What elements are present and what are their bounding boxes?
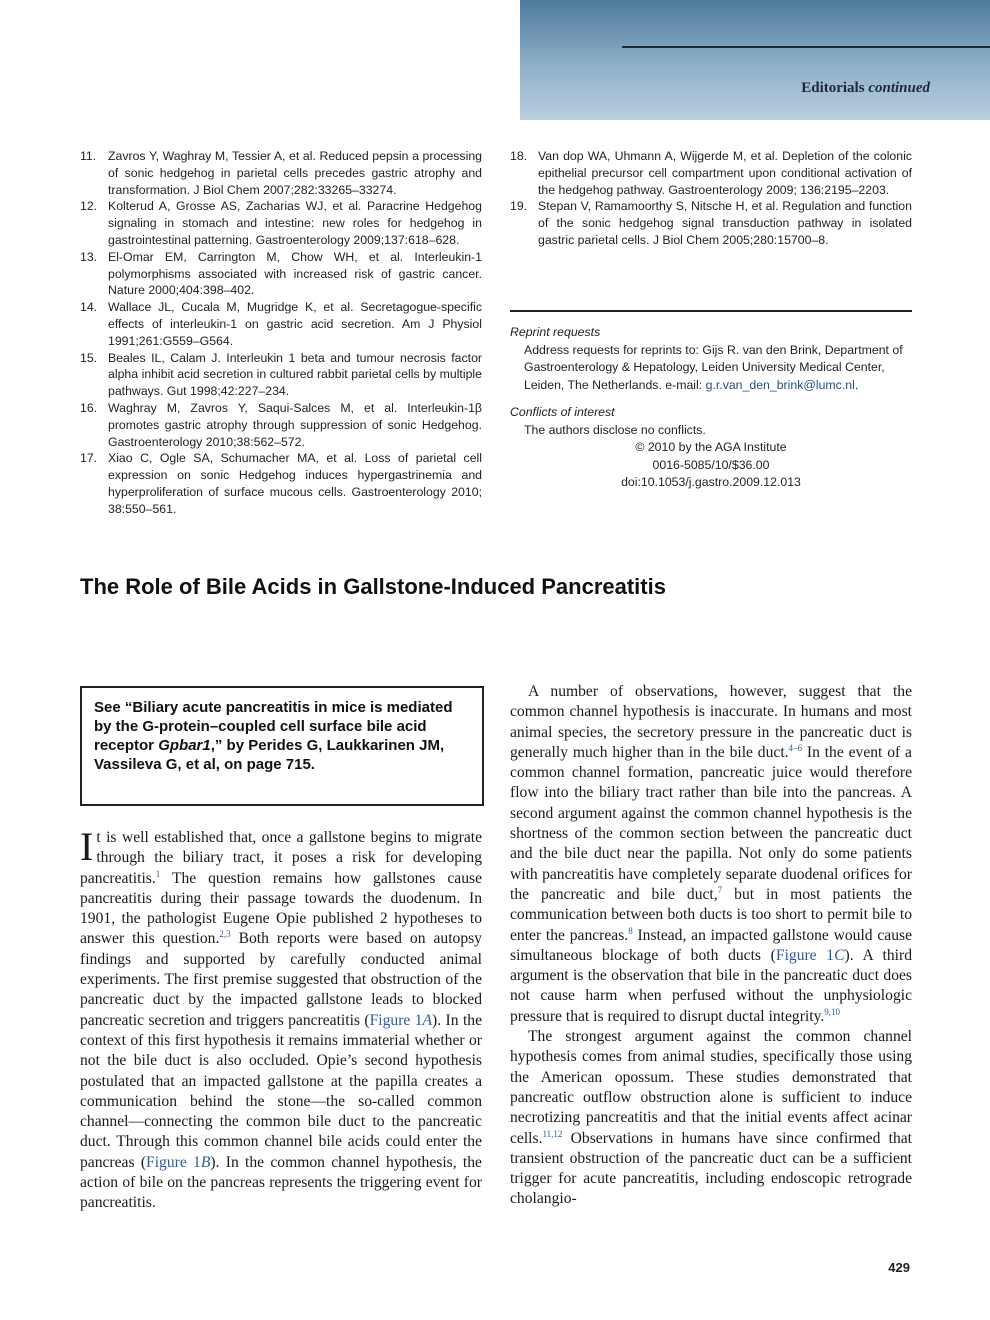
section-divider [510,310,912,312]
citation[interactable]: 8 [628,925,633,936]
citation[interactable]: 7 [717,884,723,895]
reprint-info [510,324,912,492]
citation[interactable]: 1 [155,868,161,879]
reference-item: 14. Wallace JL, Cucala M, Mugridge K, et al. Secretagogue-specific effects of interleukin-1 on gastric acid secretion. Am J Physiol 1991;261:G559–G564. [80,300,482,348]
email-link[interactable]: g.r.van_den_brink@lumc.nl [705,377,855,392]
reprint-body: Address requests for reprints to: Gijs R. van den Brink, Department of Gastroenterology & Hepatology, Leiden University Medical Center, Leiden, The Netherlands. e-mail: g.r.van_den_brink@lumc.nl. [524,342,903,392]
figure-link[interactable]: Figure 1B [146,1153,211,1171]
citation[interactable]: 2,3 [219,929,231,940]
reference-item: 18. Van dop WA, Uhmann A, Wijgerde M, et al. Depletion of the colonic epithelial precursor cell compartment upon conditional activation of the hedgehog pathway. Gastroenterology 2009; 136:2195–2203. [510,149,912,197]
references-right [510,148,912,249]
figure-link[interactable]: Figure 1A [369,1011,433,1029]
references-left [80,148,482,518]
paragraph: A number of observations, however, suggest that the common channel hypothesis is inaccurate. In humans and most animal species, the secretory pressure in the pancreatic duct is generally much higher than in the bile duct.$^{4-6}$ In the event of a common channel formation, pancreatic juice would therefore flow into the biliary tract rather than bile into the pancreas. A second argument against the common channel hypothesis is the shortness of the common section between the pancreatic duct and the bile duct near the papilla. Not only do some patients with pancreatitis have completely separate duodenal orifices for the pancreatic and bile duct,$^7$ but in most patients the communication between both ducts is too short to permit bile to enter the pancreas.$^8$ Instead, an impacted gallstone would cause simultaneous blockage of both ducts (Figure 1C). A third argument is the observation that bile in the pancreatic duct does not cause harm when perfused without the unphysiologic pressure that is required to disrupt ductal integrity.$^{9,10}$ [510,683,912,1025]
reference-item: 15. Beales IL, Calam J. Interleukin 1 beta and tumour necrosis factor alpha inhibit acid secretion in cultured rabbit parietal cells by multiple pathways. Gut 1998;42:227–234. [80,350,482,399]
reference-item: 19. Stepan V, Ramamoorthy S, Nitsche H, et al. Regulation and function of the sonic hedgehog signal transduction pathway in isolated gastric parietal cells. J Biol Chem 2005;280:15700–8. [510,199,912,247]
paragraph: It is well established that, once a gallstone begins to migrate through the biliary tract, it poses a risk for developing pancreatitis.$^1$ The question remains how gallstones cause pancreatitis during their passage towards the duodenum. In 1901, the pathologist Eugene Opie published 2 hypotheses to answer this question.$^{2,3}$ Both reports were based on autopsy findings and supported by carefully conducted animal experiments. The first premise suggested that obstruction of the pancreatic duct by the impacted gallstone leads to blocked pancreatic secretion and triggers pancreatitis (Figure 1A). In the context of this first hypothesis it remains immaterial whether or not the bile duct is also occluded. Opie’s second hypothesis postulated that an impacted gallstone at the papilla creates a communication behind the stone—the so-called common channel—connecting the common bile duct to the pancreatic duct. Through this common channel bile acids could enter the pancreas (Figure 1B). In the common channel hypothesis, the action of bile on the pancreas represents the triggering event for pancreatitis. [80,824,482,1212]
article-title: The Role of Bile Acids in Gallstone-Induced Pancreatitis [80,574,666,599]
paragraph: The strongest argument against the common channel hypothesis comes from animal studies, specifically those using the American opossum. These studies demonstrated that pancreatic outflow obstruction alone is sufficient to induce necrotizing pancreatitis and that the initial events affect acinar cells.$^{11,12}$ Observations in humans have since confirmed that transient obstruction of the pancreatic duct can be a sufficient trigger for acute pancreatitis, including endoscopic retrograde cholangio- [510,1028,912,1208]
header-rule [622,46,990,48]
body-column-right [510,682,912,1210]
see-related-article-box: See “Biliary acute pancreatitis in mice is mediated by the G-protein–coupled cell surface bile acid receptor Gpbar1,” by Perides G, Laukkarinen JM, Vassileva G, et al, on page 715. [80,686,484,806]
conflicts-heading: Conflicts of interest [510,405,615,419]
conflicts-body: The authors disclose no conflicts. [524,422,706,437]
reference-item: 16. Waghray M, Zavros Y, Saqui-Salces M, et al. Interleukin-1β promotes gastric atrophy through suppression of sonic Hedgehog. Gastroenterology 2010;38:562–572. [80,400,482,449]
reference-item: 17. Xiao C, Ogle SA, Schumacher MA, et al. Loss of parietal cell expression on sonic Hedgehog induces hypergastrinemia and hyperproliferation of surface mucous cells. Gastroenterology 2010; 38:550–561. [80,451,482,516]
page-number: 429 [888,1260,910,1275]
issn-line: 0016-5085/10/$36.00 [652,457,770,472]
running-header: Editorials continued [801,80,930,96]
reference-item: 11. Zavros Y, Waghray M, Tessier A, et al. Reduced pepsin a processing of sonic hedgehog in parietal cells precedes gastric atrophy and transformation. J Biol Chem 2007;282:33265–33274. [80,149,482,197]
doi-line: doi:10.1053/j.gastro.2009.12.013 [621,475,801,489]
citation[interactable]: 4–6 [788,742,803,753]
reprint-heading: Reprint requests [510,325,601,339]
reference-item: 12. Kolterud A, Grosse AS, Zacharias WJ, et al. Paracrine Hedgehog signaling in stomach and intestine: new roles for hedgehog in gastrointestinal patterning. Gastroenterology 2009;137:618–628. [80,199,482,247]
drop-cap: I [80,824,94,869]
body-column-left [80,824,482,1214]
header-color-band [520,0,990,120]
reference-item: 13. El-Omar EM, Carrington M, Chow WH, et al. Interleukin-1 polymorphisms associated with increased risk of gastric cancer. Nature 2000;404:398–402. [80,249,482,298]
figure-link[interactable]: Figure 1C [775,946,845,964]
citation[interactable]: 9,10 [824,1006,841,1017]
citation[interactable]: 11,12 [542,1128,563,1139]
copyright-line: © 2010 by the AGA Institute [635,440,787,454]
